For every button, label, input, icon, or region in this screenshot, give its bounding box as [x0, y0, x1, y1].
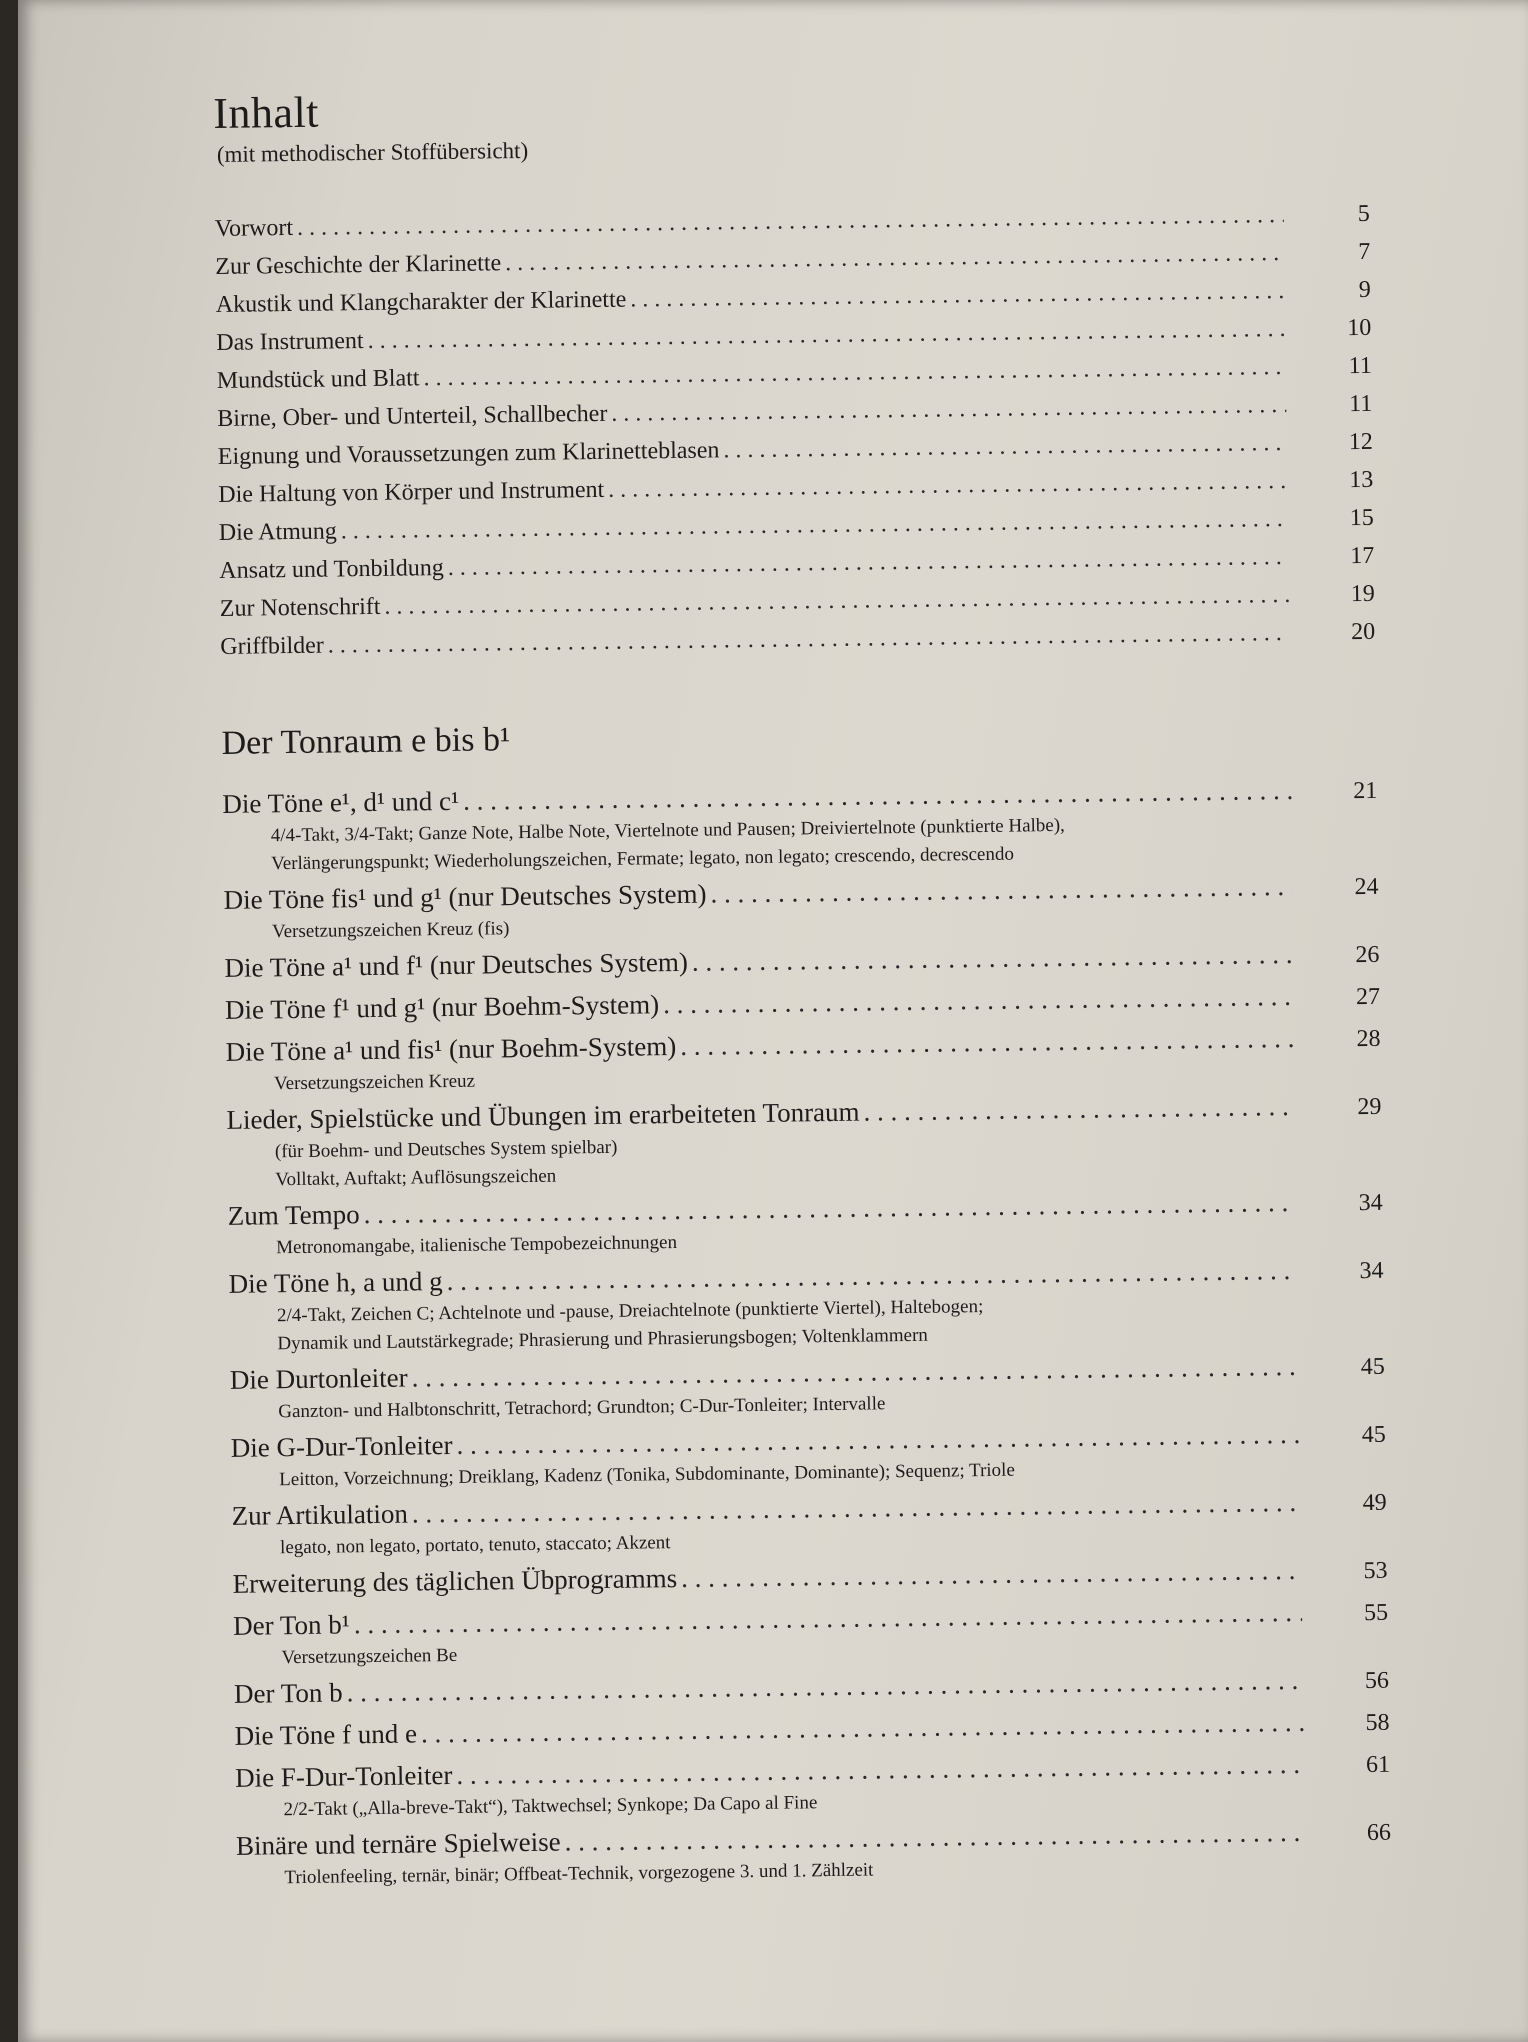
toc-entry-label: Der Ton b	[233, 1677, 343, 1709]
toc-entry	[231, 1415, 1387, 1494]
dot-leader	[692, 936, 1294, 980]
toc-entry-description: Versetzungszeichen Be	[281, 1644, 458, 1669]
dot-leader	[421, 1704, 1304, 1752]
toc-page-number: 21	[1353, 777, 1378, 805]
toc-entry-description: 2/4-Takt, Zeichen C; Achtelnote und -pause, Dreiachtelnote (punktierte Viertel), Haltebogen;	[276, 1296, 984, 1327]
toc-page-number: 17	[1350, 542, 1375, 570]
toc-entry-label: Die F-Dur-Tonleiter	[234, 1760, 453, 1793]
table-of-contents	[213, 73, 1392, 1896]
toc-entry	[233, 1593, 1389, 1672]
toc-entry	[236, 1813, 1392, 1892]
toc-entry-description: Versetzungszeichen Kreuz	[273, 1070, 476, 1095]
toc-page-number: 55	[1363, 1599, 1389, 1627]
toc-entry-label: Zur Artikulation	[231, 1498, 409, 1531]
toc-entry	[231, 1483, 1387, 1562]
toc-entry-label: Die Durtonleiter	[229, 1362, 408, 1395]
toc-page-number: 53	[1363, 1557, 1388, 1585]
toc-entry-label: Die Töne a¹ und fis¹ (nur Boehm-System)	[225, 1031, 677, 1067]
toc-entry-description: Volltakt, Auftakt; Auflösungszeichen	[275, 1165, 557, 1191]
toc-entry-label: Die Haltung von Körper und Instrument	[218, 476, 605, 508]
toc-page-number: 20	[1351, 618, 1376, 646]
toc-entry-label: Lieder, Spielstücke und Übungen im erarbeiteten Tonraum	[226, 1096, 860, 1135]
section-heading: Der Tonraum e bis b¹	[221, 721, 511, 762]
toc-entry-description: Leitton, Vorzeichnung; Dreiklang, Kadenz (Tonika, Subdominante, Dominante); Sequenz; Triole	[279, 1459, 1015, 1491]
toc-page-number: 61	[1365, 1751, 1391, 1779]
toc-entry-label: Das Instrument	[216, 328, 364, 356]
toc-entry-description: Verlängerungspunkt; Wiederholungszeichen, Fermate; legato, non legato; crescendo, decrescendo	[271, 843, 1015, 875]
toc-entry-description: 4/4-Takt, 3/4-Takt; Ganze Note, Halbe Note, Viertelnote und Pausen; Dreiviertelnote (punktierte Halbe),	[270, 814, 1065, 847]
toc-entry-label: Akustik und Klangcharakter der Klarinette	[215, 286, 627, 318]
toc-entry-description: legato, non legato, portato, tenuto, staccato; Akzent	[279, 1532, 671, 1559]
toc-page-number: 11	[1348, 390, 1373, 418]
toc-entry-label: Die Töne h, a und g	[228, 1266, 443, 1299]
toc-entry-label: Die Töne f¹ und g¹ (nur Boehm-System)	[224, 989, 660, 1025]
toc-page-number: 28	[1356, 1025, 1381, 1053]
dot-leader	[680, 1020, 1295, 1064]
toc-entry-label: Die Töne f und e	[234, 1718, 418, 1751]
toc-page-number: 19	[1350, 580, 1375, 608]
toc-entry-description: 2/2-Takt („Alla-breve-Takt“), Taktwechsel; Synkope; Da Capo al Fine	[283, 1792, 818, 1821]
toc-page-number: 11	[1348, 352, 1372, 380]
toc-entry-description: Ganzton- und Halbtonschritt, Tetrachord; Grundton; C-Dur-Tonleiter; Intervalle	[278, 1393, 886, 1423]
toc-page-number: 49	[1362, 1489, 1387, 1517]
toc-entry-label: Eignung und Voraussetzungen zum Klarinetteblasen	[217, 437, 720, 470]
toc-entry-label: Zur Notenschrift	[219, 593, 381, 622]
intro-entries	[215, 195, 1376, 666]
toc-entry	[228, 1251, 1384, 1358]
dot-leader	[863, 1088, 1295, 1130]
toc-entry-label: Zum Tempo	[227, 1199, 360, 1231]
toc-entry-label: Ansatz und Tonbildung	[219, 555, 445, 584]
toc-entry-label: Die Töne a¹ und f¹ (nur Deutsches System)	[224, 946, 689, 983]
toc-entry-label: Zur Geschichte der Klarinette	[215, 250, 502, 280]
toc-page-number: 7	[1358, 238, 1371, 266]
page-title: Inhalt	[213, 87, 320, 138]
toc-entry	[223, 867, 1379, 946]
toc-page-number: 10	[1347, 314, 1372, 342]
toc-entry-description: Versetzungszeichen Kreuz (fis)	[271, 918, 510, 943]
toc-page-number: 12	[1348, 428, 1373, 456]
toc-entry-label: Die G-Dur-Tonleiter	[230, 1429, 453, 1463]
toc-page-number: 66	[1366, 1819, 1392, 1847]
toc-entry-label: Mundstück und Blatt	[216, 365, 420, 394]
toc-page-number: 34	[1359, 1257, 1384, 1285]
toc-entry-label: Binäre und ternäre Spielweise	[235, 1826, 561, 1861]
toc-entry-description: (für Boehm- und Deutsches System spielbar)	[274, 1136, 618, 1163]
toc-entry-label: Der Ton b¹	[232, 1609, 351, 1641]
toc-page-number: 26	[1355, 941, 1380, 969]
toc-entry	[230, 1347, 1386, 1426]
toc-entry-label: Die Töne e¹, d¹ und c¹	[222, 785, 460, 819]
dot-leader	[346, 1662, 1303, 1711]
page-subtitle: (mit methodischer Stoffübersicht)	[216, 137, 529, 167]
toc-entry-label: Erweiterung des täglichen Übprogramms	[232, 1563, 678, 1599]
toc-page-number: 9	[1358, 276, 1371, 304]
toc-entry-label: Die Töne fis¹ und g¹ (nur Deutsches System)	[223, 878, 707, 915]
toc-entry	[226, 1087, 1382, 1194]
dot-leader	[710, 868, 1293, 912]
dot-leader	[681, 1552, 1302, 1596]
toc-entry-label: Die Atmung	[218, 518, 337, 546]
toc-entry	[228, 1183, 1384, 1262]
toc-page-number: 56	[1364, 1667, 1390, 1695]
toc-entry	[222, 771, 1378, 878]
toc-entry	[225, 1019, 1381, 1098]
toc-page-number: 34	[1358, 1189, 1383, 1217]
toc-page-number: 45	[1361, 1421, 1386, 1449]
toc-entry-label: Vorwort	[214, 214, 294, 242]
dot-leader	[663, 978, 1294, 1022]
toc-page-number: 45	[1360, 1353, 1386, 1381]
toc-entry-label: Birne, Ober- und Unterteil, Schallbecher	[217, 400, 608, 432]
toc-page-number: 13	[1349, 466, 1374, 494]
toc-entry-label: Griffbilder	[220, 632, 325, 660]
book-page	[18, 0, 1528, 2042]
toc-page-number: 5	[1357, 200, 1370, 228]
toc-page-number: 58	[1365, 1709, 1390, 1737]
toc-page-number: 29	[1357, 1093, 1382, 1121]
toc-page-number: 27	[1355, 983, 1381, 1011]
toc-entry-description: Triolenfeeling, ternär, binär; Offbeat-Technik, vorgezogene 3. und 1. Zählzeit	[284, 1859, 874, 1889]
toc-entry-description: Metronomangabe, italienische Tempobezeichnungen	[276, 1232, 678, 1259]
toc-page-number: 15	[1349, 504, 1374, 532]
section-entries	[222, 771, 1391, 1892]
toc-page-number: 24	[1354, 873, 1379, 901]
toc-entry	[235, 1745, 1391, 1824]
toc-entry-description: Dynamik und Lautstärkegrade; Phrasierung und Phrasierungsbogen; Voltenklammern	[277, 1324, 928, 1355]
